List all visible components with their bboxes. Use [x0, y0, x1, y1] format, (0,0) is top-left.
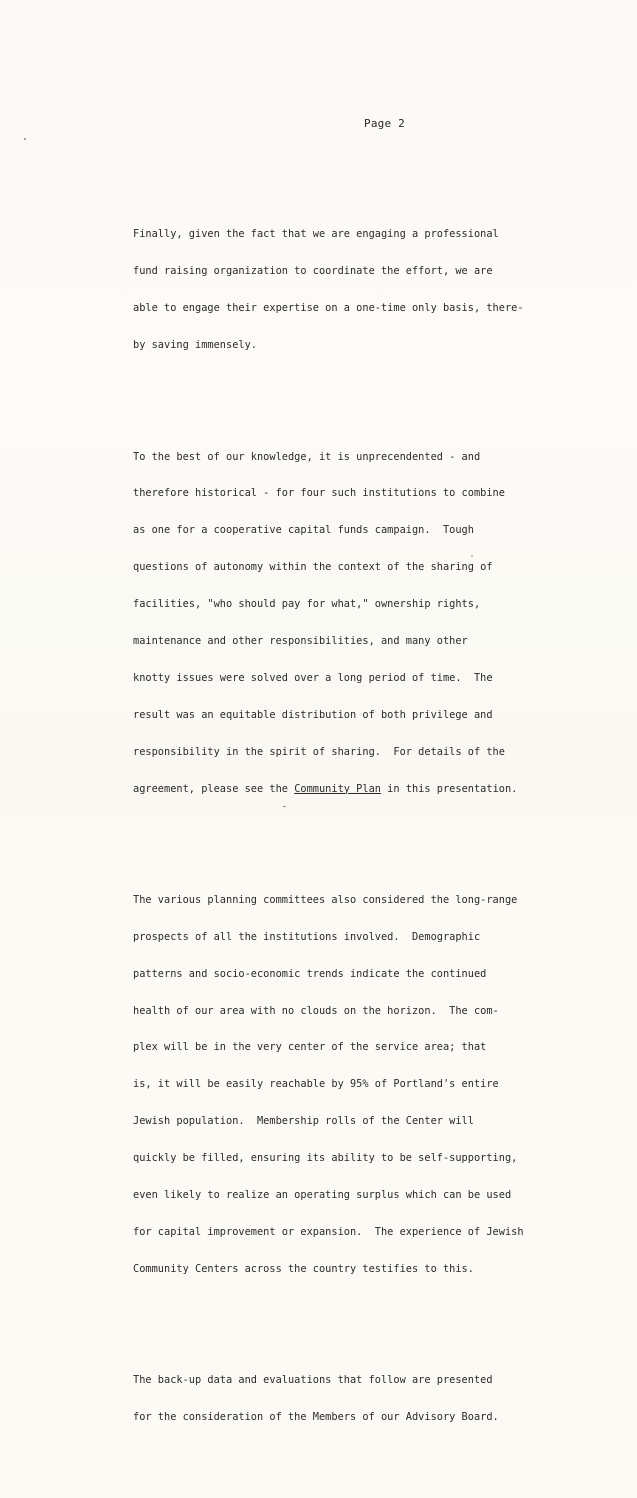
text-line: Finally, given the fact that we are engaging a professional	[133, 228, 499, 241]
paper-speck	[283, 806, 286, 807]
text-line: responsibility in the spirit of sharing. For details of the	[133, 745, 505, 758]
text-line: knotty issues were solved over a long period of time. The	[133, 671, 493, 684]
text-line: as one for a cooperative capital funds campaign. Tough	[133, 524, 474, 537]
text-fragment: agreement, please see the	[133, 782, 295, 795]
text-fragment: in this presentation.	[380, 782, 518, 795]
text-line: fund raising organization to coordinate the effort, we are	[133, 265, 493, 278]
document-body	[133, 167, 533, 1498]
text-line: therefore historical - for four such institutions to combine	[133, 487, 505, 500]
text-line: health of our area with no clouds on the horizon. The com-	[133, 1004, 499, 1017]
text-line: even likely to realize an operating surplus which can be used	[133, 1189, 512, 1202]
text-line: questions of autonomy within the context of the sharing of	[133, 561, 493, 574]
text-line: The back-up data and evaluations that follow are presented	[133, 1374, 493, 1387]
text-line: patterns and socio-economic trends indicate the continued	[133, 967, 487, 980]
text-line: The various planning committees also considered the long-range	[133, 893, 518, 906]
text-line: Community Centers across the country testifies to this.	[133, 1262, 474, 1275]
text-line: prospects of all the institutions involved. Demographic	[133, 930, 481, 943]
text-line: maintenance and other responsibilities, and many other	[133, 634, 468, 647]
text-line: for capital improvement or expansion. The experience of Jewish	[133, 1225, 524, 1238]
text-line: To the best of our knowledge, it is unprecendented - and	[133, 450, 481, 463]
community-plan-reference: Community Plan	[294, 782, 381, 795]
text-line: able to engage their expertise on a one-time only basis, there-	[133, 302, 524, 315]
text-line: plex will be in the very center of the service area; that	[133, 1041, 487, 1054]
text-line: quickly be filled, ensuring its ability to be self-supporting,	[133, 1152, 518, 1165]
paragraph-backup-data	[133, 1350, 533, 1448]
paper-speck	[24, 138, 26, 140]
paragraph-planning-committees	[133, 869, 533, 1299]
paragraph-unprecedented	[133, 426, 533, 820]
text-line: for the consideration of the Members of our Advisory Board.	[133, 1411, 499, 1424]
text-line: result was an equitable distribution of both privilege and	[133, 708, 493, 721]
page-number: Page 2	[364, 117, 405, 130]
paper-speck	[471, 555, 473, 557]
text-line: Jewish population. Membership rolls of the Center will	[133, 1115, 474, 1128]
text-line: by saving immensely.	[133, 339, 257, 352]
text-line-with-reference	[133, 783, 533, 795]
text-line: is, it will be easily reachable by 95% of Portland's entire	[133, 1078, 499, 1091]
text-line: facilities, "who should pay for what," ownership rights,	[133, 598, 481, 611]
paragraph-fund-raising	[133, 204, 533, 376]
